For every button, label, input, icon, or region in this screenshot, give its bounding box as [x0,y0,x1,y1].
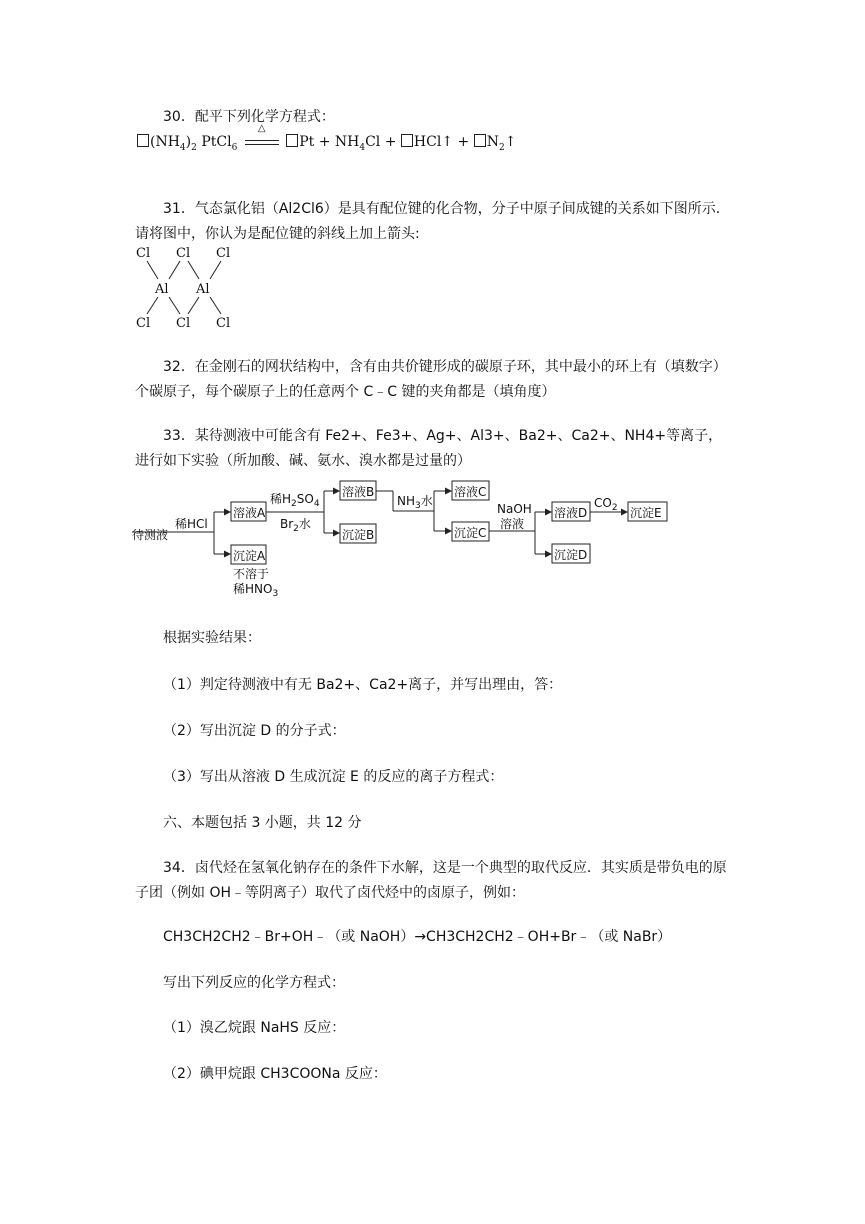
q34-sub1: （1）溴乙烷跟 NaHS 反应： [163,1020,346,1036]
q33-results-intro: 根据实验结果： [163,630,261,646]
solution-a-label: 溶液A [233,506,266,520]
cl-atom: Cl [136,316,151,331]
reagent-h2so4: 稀$H_2SO_4$ [270,492,320,509]
cl-atom: Cl [216,246,231,261]
insoluble-note: 不溶于 [233,567,270,581]
test-solution-label: 待测液 [132,528,169,542]
blank-box[interactable] [286,134,298,147]
blank-box[interactable] [474,134,486,147]
reagent-co2: $CO_2$ [594,496,618,513]
precipitate-a-label: 沉淀A [233,549,266,563]
q30-text: 30．配平下列化学方程式： [163,109,335,125]
precipitate-d-label: 沉淀D [554,548,588,562]
cl-atom: Cl [176,246,191,261]
q33-sub2: （2）写出沉淀 D 的分子式： [163,723,346,739]
q32-text: 32．在金刚石的网状结构中，含有由共价键形成的碳原子环，其中最小的环上有（填数字）个碳原子，每个碳原子上的任意两个 C﹣C 键的夹角都是（填角度） [135,359,727,400]
q30-equation: $(NH_4)_2$ PtCl$_6$ △ $Pt + NH_4Cl$ + HCl↑ + $N_2↑$ [137,134,516,168]
q34-prompt: 写出下列反应的化学方程式： [163,975,345,991]
experiment-flowchart [128,474,688,604]
q31-text: 31．气态氯化铝（Al2Cl6）是具有配位键的化合物，分子中原子间成键的关系如下图所示．请将图中，你认为是配位键的斜线上加上箭头: [135,201,730,242]
precipitate-b-label: 沉淀B [342,528,375,542]
q33-sub3: （3）写出从溶液 D 生成沉淀 E 的反应的离子方程式： [163,769,504,785]
reagent-hcl: 稀HCl [175,517,208,531]
reagent-naoh: NaOH [497,502,532,516]
blank-box[interactable] [401,134,413,147]
section-6-heading: 六、本题包括 3 小题，共 12 分 [163,815,362,831]
q34-example-equation: CH3CH2CH2﹣Br+OH﹣（或 NaOH）→CH3CH2CH2﹣OH+Br﹣（或 NaBr） [163,929,672,945]
precipitate-e-label: 沉淀E [630,506,662,520]
heat-condition: △ [245,135,279,149]
reagent-naoh-solution: 溶液 [500,517,525,531]
al-atom: Al [196,282,210,297]
reagent-br2-water: $Br_2$水 [280,517,311,534]
q33-sub1: （1）判定待测液中有无 Ba2+、Ca2+离子，并写出理由，答： [163,677,563,693]
insoluble-note-acid: 稀$HNO_3$ [233,582,279,599]
cl-atom: Cl [176,316,191,331]
solution-b-label: 溶液B [342,485,375,499]
cl-atom: Cl [136,246,151,261]
solution-c-label: 溶液C [454,485,487,499]
al2cl6-structure-diagram [125,242,255,334]
precipitate-c-label: 沉淀C [454,526,487,540]
al-atom: Al [155,282,169,297]
q34-text: 34．卤代烃在氢氧化钠存在的条件下水解，这是一个典型的取代反应．其实质是带负电的原子团（例如 OH﹣等阴离子）取代了卤代烃中的卤原子，例如： [135,860,727,901]
blank-box[interactable] [137,134,149,147]
cl-atom: Cl [216,316,231,331]
q33-text: 33．某待测液中可能含有 Fe2+、Fe3+、Ag+、Al3+、Ba2+、Ca2+、NH4+等离子，进行如下实验（所加酸、碱、氨水、溴水都是过量的） [135,428,723,469]
reagent-nh3-water: $NH_3$水 [397,494,433,511]
solution-d-label: 溶液D [554,506,588,520]
q34-sub2: （2）碘甲烷跟 CH3COONa 反应： [163,1066,387,1082]
